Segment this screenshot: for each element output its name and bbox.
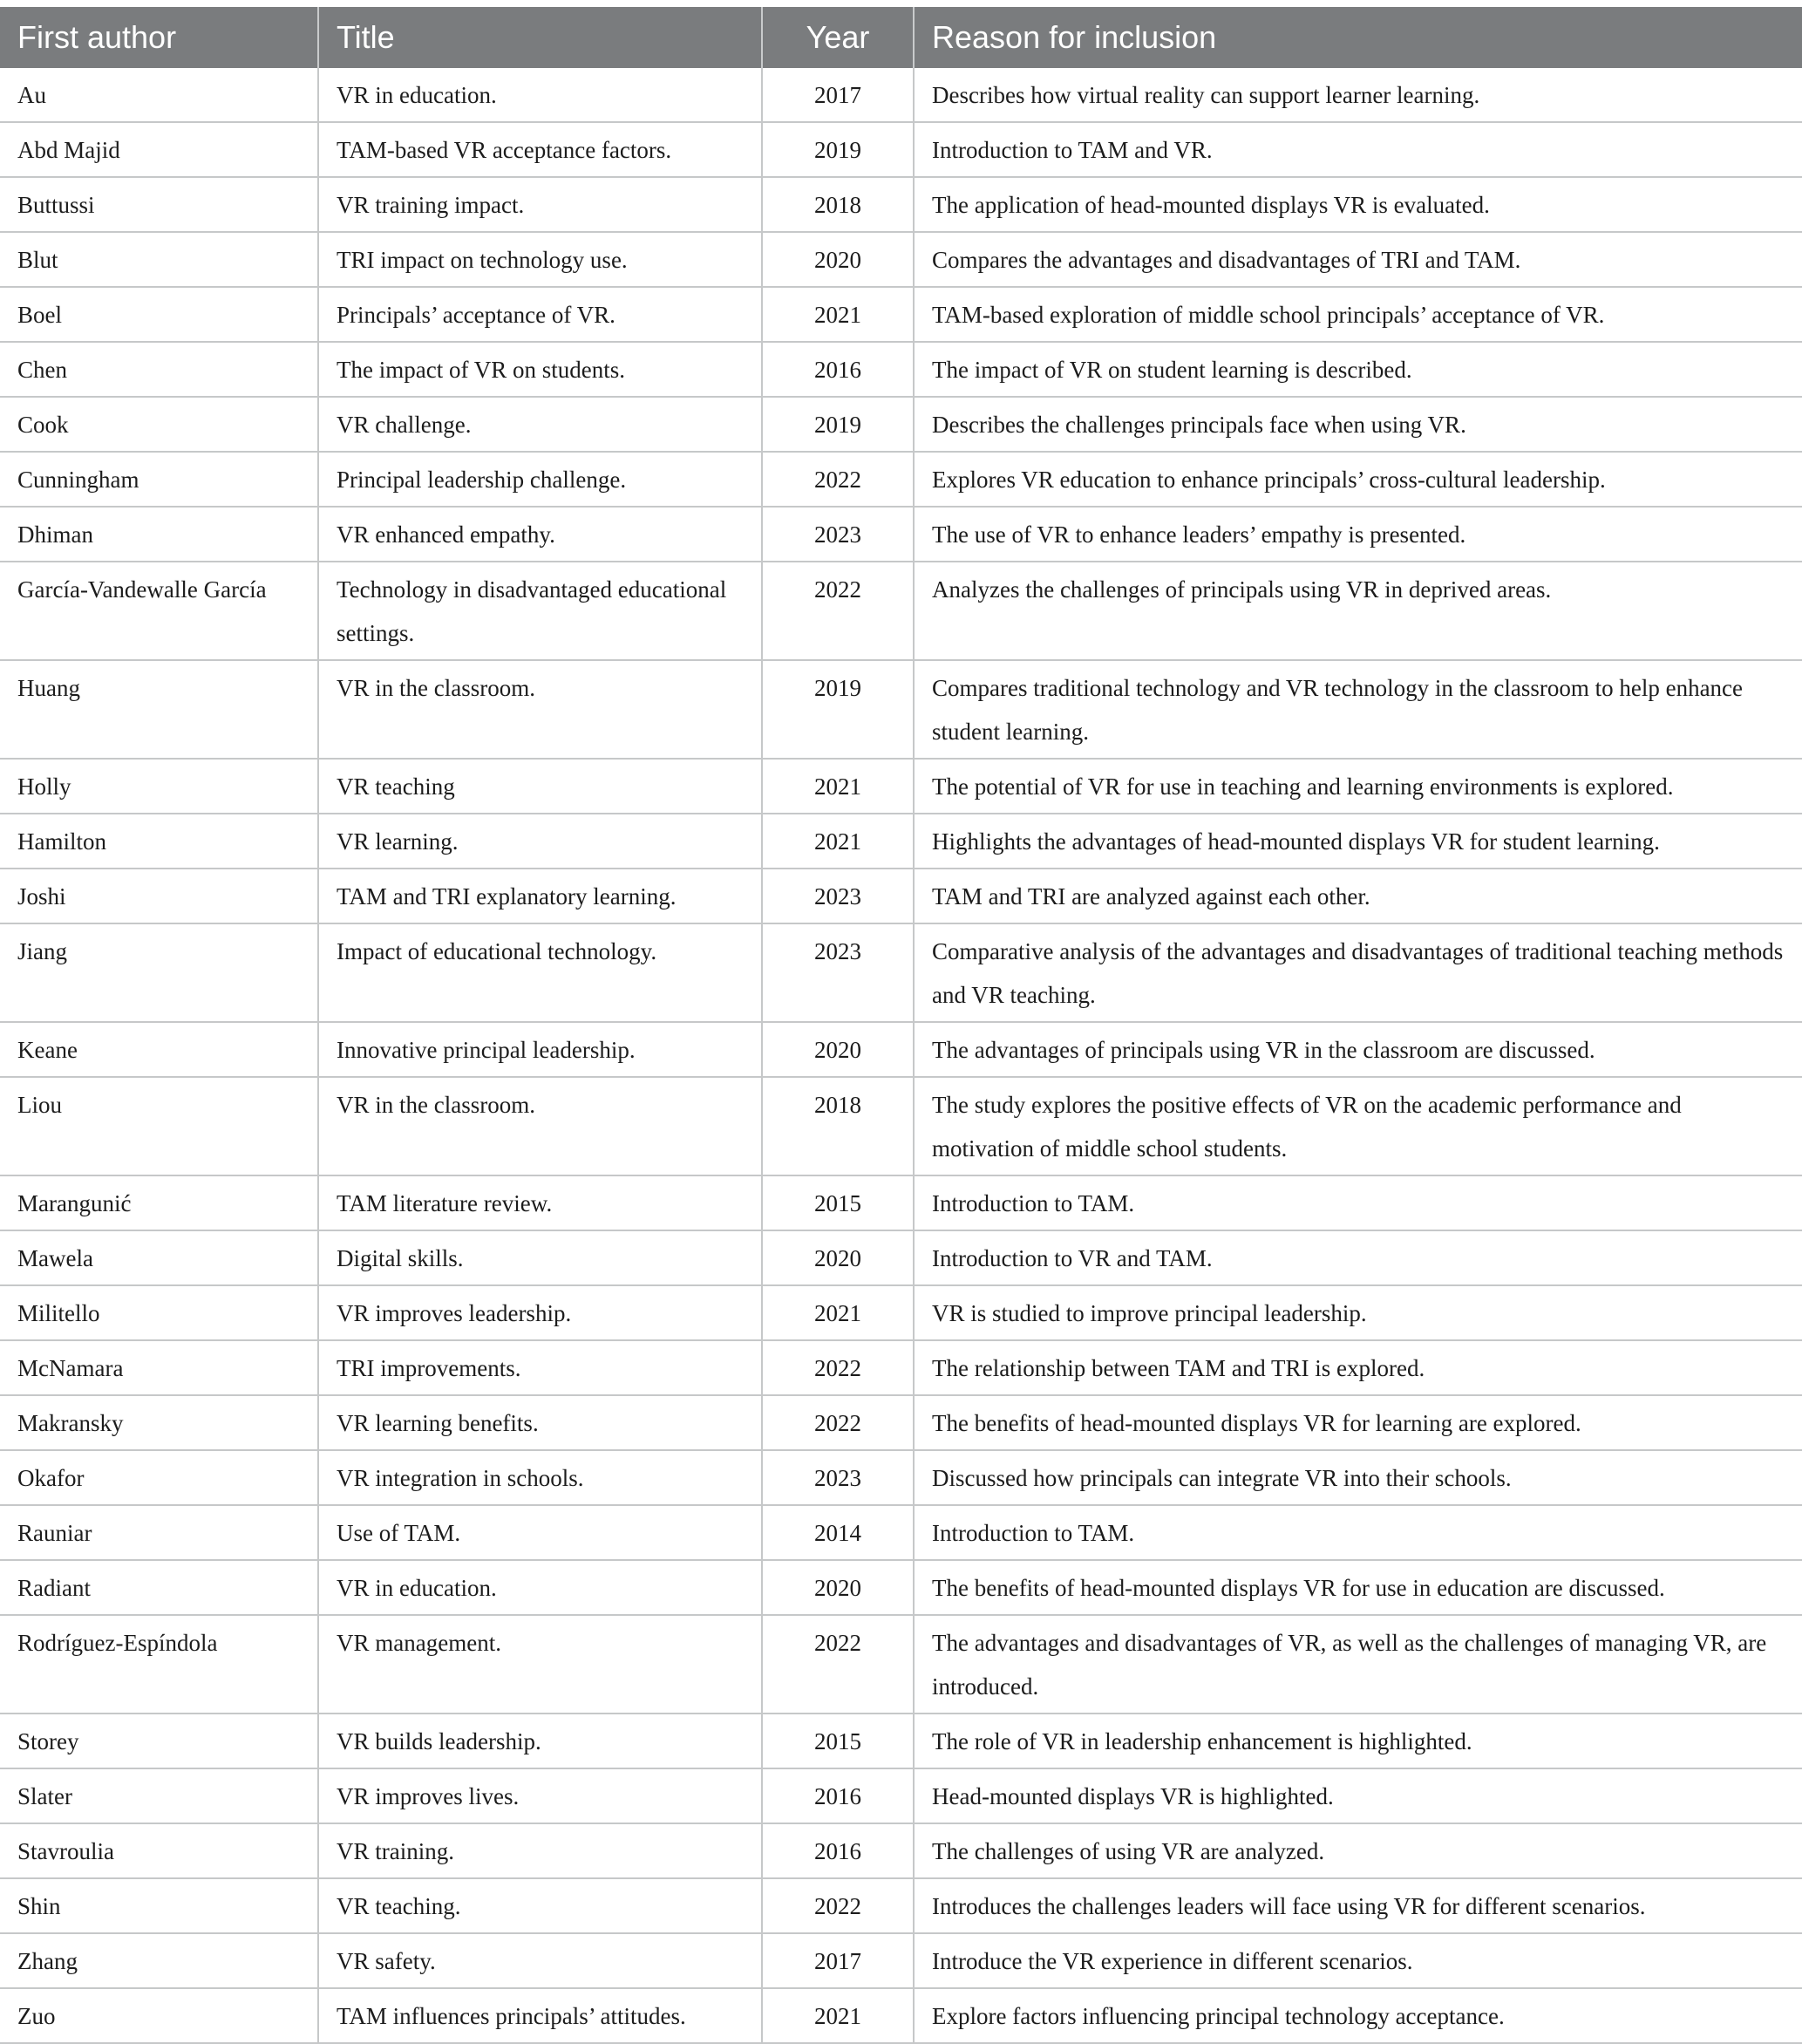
cell-year: 2020: [762, 1230, 914, 1285]
table-row: [0, 1933, 1802, 1988]
cell-title: Innovative principal leadership.: [318, 1022, 762, 1077]
cell-year: 2018: [762, 1077, 914, 1175]
table-row: [0, 660, 1802, 759]
table-row: [0, 1560, 1802, 1615]
cell-first-author: McNamara: [0, 1340, 318, 1395]
cell-year: 2023: [762, 507, 914, 562]
cell-reason: The use of VR to enhance leaders’ empathy is presented.: [914, 507, 1802, 562]
header-row: [0, 7, 1802, 68]
cell-year: 2014: [762, 1505, 914, 1560]
cell-title: Use of TAM.: [318, 1505, 762, 1560]
cell-title: VR teaching.: [318, 1878, 762, 1933]
cell-first-author: Mawela: [0, 1230, 318, 1285]
cell-reason: Introduction to TAM.: [914, 1175, 1802, 1230]
cell-reason: Compares traditional technology and VR technology in the classroom to help enhance student learning.: [914, 660, 1802, 759]
cell-first-author: Marangunić: [0, 1175, 318, 1230]
table-header: [0, 7, 1802, 68]
cell-year: 2019: [762, 660, 914, 759]
cell-title: TRI improvements.: [318, 1340, 762, 1395]
cell-year: 2023: [762, 869, 914, 923]
cell-reason: Introduction to VR and TAM.: [914, 1230, 1802, 1285]
header-reason: Reason for inclusion: [914, 7, 1802, 68]
cell-title: Technology in disadvantaged educational settings.: [318, 562, 762, 660]
cell-reason: Describes the challenges principals face when using VR.: [914, 397, 1802, 452]
table-row: [0, 1340, 1802, 1395]
cell-year: 2019: [762, 122, 914, 177]
table-row: [0, 1175, 1802, 1230]
cell-reason: The benefits of head-mounted displays VR for use in education are discussed.: [914, 1560, 1802, 1615]
cell-first-author: Militello: [0, 1285, 318, 1340]
cell-first-author: Cunningham: [0, 452, 318, 507]
cell-year: 2021: [762, 759, 914, 814]
cell-title: VR training impact.: [318, 177, 762, 232]
cell-title: VR in education.: [318, 68, 762, 122]
table-row: [0, 507, 1802, 562]
cell-first-author: Huang: [0, 660, 318, 759]
table-row: [0, 342, 1802, 397]
cell-first-author: Abd Majid: [0, 122, 318, 177]
cell-reason: Compares the advantages and disadvantages of TRI and TAM.: [914, 232, 1802, 287]
cell-year: 2021: [762, 1988, 914, 2043]
cell-title: TAM-based VR acceptance factors.: [318, 122, 762, 177]
table-row: [0, 1285, 1802, 1340]
table-row: [0, 1077, 1802, 1175]
cell-title: Digital skills.: [318, 1230, 762, 1285]
table-row: [0, 1823, 1802, 1878]
cell-first-author: Okafor: [0, 1450, 318, 1505]
cell-year: 2020: [762, 232, 914, 287]
cell-first-author: Radiant: [0, 1560, 318, 1615]
table-row: [0, 814, 1802, 869]
cell-reason: Introduction to TAM and VR.: [914, 122, 1802, 177]
cell-first-author: Rodríguez-Espíndola: [0, 1615, 318, 1714]
cell-title: VR learning.: [318, 814, 762, 869]
cell-first-author: Makransky: [0, 1395, 318, 1450]
cell-first-author: Blut: [0, 232, 318, 287]
cell-reason: The benefits of head-mounted displays VR for learning are explored.: [914, 1395, 1802, 1450]
cell-year: 2023: [762, 1450, 914, 1505]
cell-year: 2020: [762, 1560, 914, 1615]
cell-reason: The application of head-mounted displays VR is evaluated.: [914, 177, 1802, 232]
cell-reason: Explore factors influencing principal technology acceptance.: [914, 1988, 1802, 2043]
cell-title: VR safety.: [318, 1933, 762, 1988]
cell-reason: TAM-based exploration of middle school principals’ acceptance of VR.: [914, 287, 1802, 342]
cell-reason: The study explores the positive effects of VR on the academic performance and motivation of middle school students.: [914, 1077, 1802, 1175]
cell-reason: Describes how virtual reality can support learner learning.: [914, 68, 1802, 122]
cell-year: 2022: [762, 1395, 914, 1450]
table-row: [0, 1615, 1802, 1714]
cell-year: 2021: [762, 287, 914, 342]
table-row: [0, 122, 1802, 177]
cell-title: VR management.: [318, 1615, 762, 1714]
cell-year: 2015: [762, 1175, 914, 1230]
cell-year: 2019: [762, 397, 914, 452]
cell-first-author: Jiang: [0, 923, 318, 1022]
table-row: [0, 1395, 1802, 1450]
header-year: Year: [762, 7, 914, 68]
cell-year: 2021: [762, 814, 914, 869]
table-row: [0, 562, 1802, 660]
cell-reason: Introduce the VR experience in different scenarios.: [914, 1933, 1802, 1988]
cell-title: VR enhanced empathy.: [318, 507, 762, 562]
cell-reason: The challenges of using VR are analyzed.: [914, 1823, 1802, 1878]
table-row: [0, 287, 1802, 342]
cell-reason: Discussed how principals can integrate VR into their schools.: [914, 1450, 1802, 1505]
cell-first-author: Zhang: [0, 1933, 318, 1988]
cell-first-author: Boel: [0, 287, 318, 342]
cell-title: VR integration in schools.: [318, 1450, 762, 1505]
cell-year: 2016: [762, 1768, 914, 1823]
cell-first-author: Joshi: [0, 869, 318, 923]
cell-title: VR teaching: [318, 759, 762, 814]
cell-reason: The relationship between TAM and TRI is explored.: [914, 1340, 1802, 1395]
cell-year: 2023: [762, 923, 914, 1022]
cell-title: VR builds leadership.: [318, 1714, 762, 1768]
table-row: [0, 1878, 1802, 1933]
cell-reason: Comparative analysis of the advantages and disadvantages of traditional teaching methods and VR teaching.: [914, 923, 1802, 1022]
cell-year: 2017: [762, 1933, 914, 1988]
table-row: [0, 1230, 1802, 1285]
cell-year: 2020: [762, 1022, 914, 1077]
table-row: [0, 1022, 1802, 1077]
cell-reason: Highlights the advantages of head-mounted displays VR for student learning.: [914, 814, 1802, 869]
cell-title: VR in education.: [318, 1560, 762, 1615]
cell-first-author: Slater: [0, 1768, 318, 1823]
cell-title: VR improves leadership.: [318, 1285, 762, 1340]
cell-reason: The impact of VR on student learning is described.: [914, 342, 1802, 397]
cell-reason: TAM and TRI are analyzed against each other.: [914, 869, 1802, 923]
cell-reason: VR is studied to improve principal leadership.: [914, 1285, 1802, 1340]
cell-year: 2022: [762, 1615, 914, 1714]
cell-year: 2022: [762, 562, 914, 660]
table-row: [0, 923, 1802, 1022]
cell-reason: Head-mounted displays VR is highlighted.: [914, 1768, 1802, 1823]
cell-reason: The potential of VR for use in teaching and learning environments is explored.: [914, 759, 1802, 814]
cell-year: 2016: [762, 1823, 914, 1878]
table-row: [0, 452, 1802, 507]
cell-title: TRI impact on technology use.: [318, 232, 762, 287]
cell-year: 2015: [762, 1714, 914, 1768]
cell-reason: Analyzes the challenges of principals using VR in deprived areas.: [914, 562, 1802, 660]
table-row: [0, 177, 1802, 232]
cell-first-author: Buttussi: [0, 177, 318, 232]
header-title: Title: [318, 7, 762, 68]
cell-reason: The role of VR in leadership enhancement is highlighted.: [914, 1714, 1802, 1768]
cell-title: VR challenge.: [318, 397, 762, 452]
cell-reason: Introduces the challenges leaders will face using VR for different scenarios.: [914, 1878, 1802, 1933]
cell-reason: The advantages of principals using VR in the classroom are discussed.: [914, 1022, 1802, 1077]
cell-first-author: Stavroulia: [0, 1823, 318, 1878]
table-row: [0, 759, 1802, 814]
cell-year: 2017: [762, 68, 914, 122]
literature-table: [0, 7, 1802, 2044]
cell-first-author: Zuo: [0, 1988, 318, 2043]
cell-title: VR learning benefits.: [318, 1395, 762, 1450]
table-row: [0, 232, 1802, 287]
cell-reason: Introduction to TAM.: [914, 1505, 1802, 1560]
table-row: [0, 1505, 1802, 1560]
cell-year: 2022: [762, 1340, 914, 1395]
cell-title: TAM literature review.: [318, 1175, 762, 1230]
cell-first-author: Rauniar: [0, 1505, 318, 1560]
cell-first-author: Hamilton: [0, 814, 318, 869]
cell-title: Impact of educational technology.: [318, 923, 762, 1022]
cell-title: Principal leadership challenge.: [318, 452, 762, 507]
table-body: [0, 68, 1802, 2043]
cell-year: 2021: [762, 1285, 914, 1340]
table-row: [0, 1768, 1802, 1823]
table-row: [0, 1714, 1802, 1768]
cell-title: TAM and TRI explanatory learning.: [318, 869, 762, 923]
table-row: [0, 68, 1802, 122]
cell-title: Principals’ acceptance of VR.: [318, 287, 762, 342]
cell-title: VR improves lives.: [318, 1768, 762, 1823]
cell-first-author: Chen: [0, 342, 318, 397]
cell-title: TAM influences principals’ attitudes.: [318, 1988, 762, 2043]
table-row: [0, 869, 1802, 923]
cell-title: VR in the classroom.: [318, 1077, 762, 1175]
cell-first-author: Storey: [0, 1714, 318, 1768]
table-row: [0, 1450, 1802, 1505]
cell-first-author: Keane: [0, 1022, 318, 1077]
cell-first-author: Holly: [0, 759, 318, 814]
cell-title: The impact of VR on students.: [318, 342, 762, 397]
cell-title: VR training.: [318, 1823, 762, 1878]
cell-year: 2022: [762, 1878, 914, 1933]
cell-first-author: Dhiman: [0, 507, 318, 562]
cell-first-author: Liou: [0, 1077, 318, 1175]
cell-title: VR in the classroom.: [318, 660, 762, 759]
table-row: [0, 1988, 1802, 2043]
header-first-author: First author: [0, 7, 318, 68]
cell-reason: Explores VR education to enhance principals’ cross-cultural leadership.: [914, 452, 1802, 507]
cell-year: 2018: [762, 177, 914, 232]
cell-reason: The advantages and disadvantages of VR, as well as the challenges of managing VR, are introduced.: [914, 1615, 1802, 1714]
table-row: [0, 397, 1802, 452]
cell-first-author: Shin: [0, 1878, 318, 1933]
cell-first-author: García-Vandewalle García: [0, 562, 318, 660]
cell-year: 2022: [762, 452, 914, 507]
cell-year: 2016: [762, 342, 914, 397]
cell-first-author: Cook: [0, 397, 318, 452]
cell-first-author: Au: [0, 68, 318, 122]
